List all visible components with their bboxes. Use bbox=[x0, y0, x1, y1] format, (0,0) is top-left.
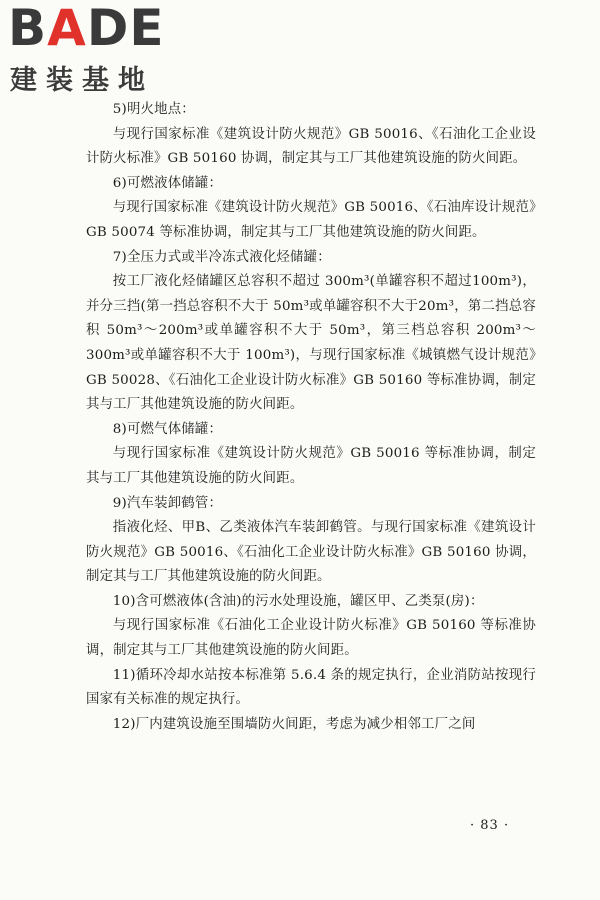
logo-letters-de: DE bbox=[86, 0, 165, 57]
section-paragraph: 与现行国家标准《建筑设计防火规范》GB 50016 等标准协调，制定其与工厂其他建筑设施的防火间距。 bbox=[86, 446, 536, 486]
section-heading: 8)可燃气体储罐： bbox=[112, 421, 223, 437]
section-heading: 12)厂内建筑设施至围墙防火间距，考虑为减少相邻工厂之间 bbox=[112, 716, 476, 732]
logo-letter-a-accent: A bbox=[47, 0, 87, 57]
section-heading: 10)含可燃液体(含油)的污水处理设施，罐区甲、乙类泵(房)： bbox=[112, 593, 484, 609]
logo-wordmark bbox=[8, 0, 165, 56]
section-heading: 7)全压力式或半冷冻式液化烃储罐： bbox=[112, 249, 331, 265]
section-paragraph: 与现行国家标准《石油化工企业设计防火标准》GB 50160 等标准协调，制定其与工厂其他建筑设施的防火间距。 bbox=[86, 618, 536, 659]
logo-subtitle: 建装基地 bbox=[10, 65, 154, 96]
section-heading: 11)循环冷却水站按本标准第 5.6.4 条的规定执行，企业消防站按现行国家有关标准的规定执行。 bbox=[86, 667, 536, 708]
logo-letter-b: B bbox=[8, 0, 48, 57]
section-heading: 6)可燃液体储罐： bbox=[112, 175, 223, 191]
section-heading: 5)明火地点： bbox=[112, 102, 195, 117]
section-heading: 9)汽车装卸鹤管： bbox=[112, 495, 223, 511]
document-body bbox=[86, 98, 536, 737]
page-number: · 83 · bbox=[470, 818, 510, 833]
section-paragraph: 与现行国家标准《建筑设计防火规范》GB 50016、《石油库设计规范》GB 50074 等标准协调，制定其与工厂其他建筑设施的防火间距。 bbox=[86, 200, 536, 240]
section-paragraph: 与现行国家标准《建筑设计防火规范》GB 50016、《石油化工企业设计防火标准》GB 50160 协调，制定其与工厂其他建筑设施的防火间距。 bbox=[86, 126, 536, 167]
section-paragraph: 按工厂液化烃储罐区总容积不超过 300m³(单罐容积不超过100m³)，并分三挡(第一挡总容积不大于 50m³或单罐容积不大于20m³，第二挡总容积 50m³～200m³或单罐容积不大于 50m³，第三档总容积 200m³～300m³或单罐容积不大于 100m³)，与现行国家标准《城镇燃气设计规范》GB 50028、《石油化工企业设计防火标准》GB 50160 等标准协调，制定其与工厂其他建筑设施的防火间距。 bbox=[86, 274, 536, 413]
bade-logo bbox=[8, 0, 178, 96]
section-paragraph: 指液化烃、甲B、乙类液体汽车装卸鹤管。与现行国家标准《建筑设计防火规范》GB 50016、《石油化工企业设计防火标准》GB 50160 协调，制定其与工厂其他建筑设施的防火间距。 bbox=[86, 520, 536, 585]
